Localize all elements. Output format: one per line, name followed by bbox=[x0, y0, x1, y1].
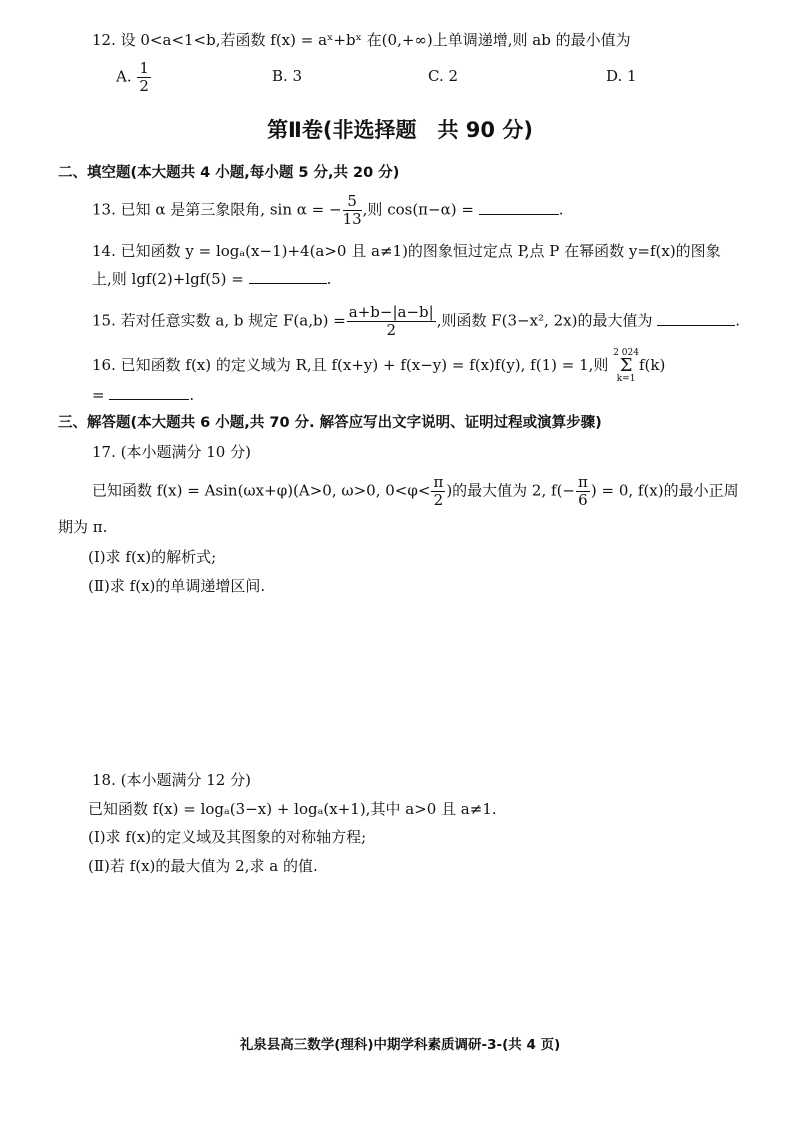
q17-fraction-2 bbox=[576, 474, 590, 509]
fraction-numerator: π bbox=[433, 473, 444, 491]
q12-option-a-fraction bbox=[137, 60, 151, 95]
q13-fraction bbox=[343, 193, 362, 228]
q12-option-b: B. 3 bbox=[272, 67, 303, 85]
q16-line2 bbox=[92, 385, 194, 405]
summation bbox=[613, 348, 639, 384]
answer-blank bbox=[249, 269, 327, 284]
fraction-numerator: π bbox=[578, 473, 588, 491]
q17-header: 17. (本小题满分 10 分) bbox=[92, 443, 251, 461]
fraction-numerator: 1 bbox=[139, 59, 149, 77]
fraction-denominator: 2 bbox=[386, 321, 396, 339]
fraction-numerator: 5 bbox=[343, 193, 362, 211]
q17-line1 bbox=[92, 474, 739, 509]
page-footer: 礼泉县高三数学(理科)中期学科素质调研-3-(共 4 页) bbox=[239, 1037, 561, 1053]
section-title: 第Ⅱ卷(非选择题 共 90 分) bbox=[267, 118, 533, 142]
q18-part2: (Ⅱ)若 f(x)的最大值为 2,求 a 的值. bbox=[88, 857, 318, 875]
answer-blank bbox=[109, 385, 189, 400]
q16-period: . bbox=[189, 386, 195, 404]
fraction-denominator: 13 bbox=[342, 210, 362, 228]
q14-period: . bbox=[326, 270, 332, 288]
q13-period: . bbox=[558, 200, 564, 219]
q15-fraction bbox=[347, 304, 436, 339]
fraction-denominator: 6 bbox=[578, 491, 588, 509]
q14-text: 上,则 lgf(2)+lgf(5) = bbox=[92, 270, 244, 288]
q12-option-a bbox=[116, 60, 152, 95]
answer-blank bbox=[479, 200, 559, 215]
q16-text-a: 16. 已知函数 f(x) 的定义域为 R,且 f(x+y) + f(x−y) = f(x)f(y), f(1) = 1,则 bbox=[92, 356, 609, 374]
q17-fraction-1 bbox=[431, 474, 445, 509]
solution-heading: 三、解答题(本大题共 6 小题,共 70 分. 解答应写出文字说明、证明过程或演算步骤) bbox=[58, 415, 602, 431]
fill-in-heading: 二、填空题(本大题共 4 小题,每小题 5 分,共 20 分) bbox=[58, 165, 400, 181]
q15-text-b: ,则函数 F(3−x², 2x)的最大值为 bbox=[436, 311, 653, 330]
answer-blank bbox=[657, 311, 735, 326]
q18-part1: (Ⅰ)求 f(x)的定义域及其图象的对称轴方程; bbox=[88, 828, 367, 846]
q12-stem: 12. 设 0<a<1<b,若函数 f(x) = aˣ+bˣ 在(0,+∞)上单调递增,则 ab 的最小值为 bbox=[92, 31, 631, 49]
q16-line1 bbox=[92, 348, 665, 384]
q15-period: . bbox=[735, 311, 741, 330]
q12-option-c: C. 2 bbox=[428, 67, 459, 85]
q12-option-a-label: A. bbox=[116, 67, 132, 86]
fraction-numerator: a+b−|a−b| bbox=[348, 303, 434, 321]
fraction-denominator: 2 bbox=[139, 77, 149, 95]
q12-option-d: D. 1 bbox=[606, 67, 637, 85]
q13-text-b: ,则 cos(π−α) = bbox=[362, 200, 474, 219]
q13 bbox=[92, 193, 563, 228]
q18-line1: 已知函数 f(x) = logₐ(3−x) + logₐ(x+1),其中 a>0 且 a≠1. bbox=[88, 800, 497, 818]
q17-text-b: )的最大值为 2, f(− bbox=[446, 481, 575, 500]
q16-equals: = bbox=[92, 386, 105, 404]
q14-line1: 14. 已知函数 y = logₐ(x−1)+4(a>0 且 a≠1)的图象恒过定点 P,点 P 在幂函数 y=f(x)的图象 bbox=[92, 242, 721, 260]
q17-part1: (Ⅰ)求 f(x)的解析式; bbox=[88, 548, 217, 566]
q17-text-a: 已知函数 f(x) = Asin(ωx+φ)(A>0, ω>0, 0<φ< bbox=[92, 481, 431, 500]
q17-text-c: ) = 0, f(x)的最小正周 bbox=[590, 481, 739, 500]
q17-part2: (Ⅱ)求 f(x)的单调递增区间. bbox=[88, 577, 266, 595]
q13-text-a: 13. 已知 α 是第三象限角, sin α = − bbox=[92, 200, 342, 219]
summation-upper: 2 024 bbox=[613, 348, 639, 358]
q14-line2 bbox=[92, 269, 331, 289]
q18-header: 18. (本小题满分 12 分) bbox=[92, 771, 251, 789]
q16-text-b: f(k) bbox=[638, 356, 666, 374]
fraction-denominator: 2 bbox=[433, 491, 444, 509]
summation-lower: k=1 bbox=[616, 374, 636, 384]
q17-line2: 期为 π. bbox=[58, 518, 108, 536]
q15-text-a: 15. 若对任意实数 a, b 规定 F(a,b) = bbox=[92, 311, 346, 330]
summation-icon: Σ bbox=[619, 355, 633, 376]
q15 bbox=[92, 304, 740, 339]
